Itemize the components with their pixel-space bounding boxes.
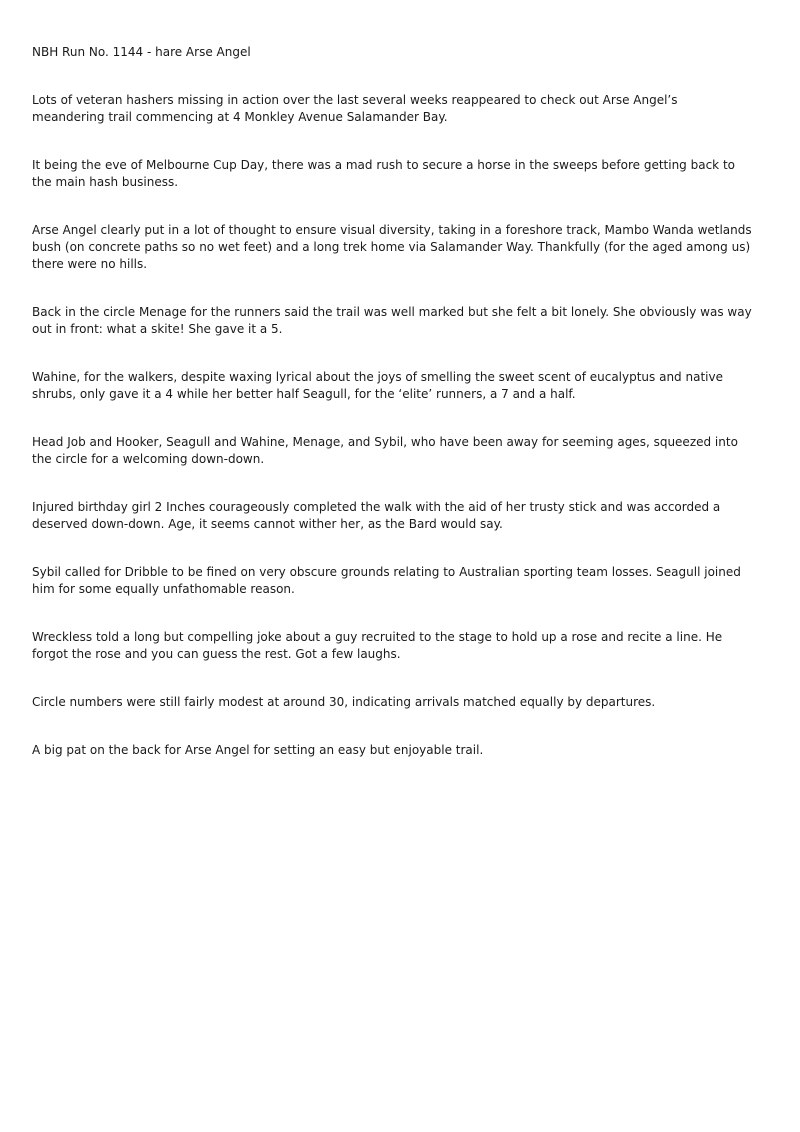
paragraph-runners-rating: Back in the circle Menage for the runners said the trail was well marked but she felt a bit lonely. She obviously was way out in front: what a skite! She gave it a 5.	[32, 305, 752, 336]
document-body	[32, 44, 752, 790]
paragraph-melbourne-cup: It being the eve of Melbourne Cup Day, there was a mad rush to secure a horse in the sweeps before getting back to the main hash business.	[32, 158, 735, 189]
paragraph-closing: A big pat on the back for Arse Angel for setting an easy but enjoyable trail.	[32, 743, 484, 757]
paragraph-fines: Sybil called for Dribble to be fined on very obscure grounds relating to Australian sporting team losses. Seagull joined him for some equally unfathomable reason.	[32, 565, 741, 596]
document-title: NBH Run No. 1144 - hare Arse Angel	[32, 45, 251, 59]
paragraph-circle-numbers: Circle numbers were still fairly modest at around 30, indicating arrivals matched equally by departures.	[32, 695, 656, 709]
paragraph-joke: Wreckless told a long but compelling joke about a guy recruited to the stage to hold up a rose and recite a line. He forgot the rose and you can guess the rest. Got a few laughs.	[32, 630, 723, 661]
paragraph-trail-intro: Lots of veteran hashers missing in action over the last several weeks reappeared to check out Arse Angel’s meandering trail commencing at 4 Monkley Avenue Salamander Bay.	[32, 93, 678, 124]
paragraph-returnees: Head Job and Hooker, Seagull and Wahine, Menage, and Sybil, who have been away for seeming ages, squeezed into the circle for a welcoming down-down.	[32, 435, 738, 466]
paragraph-birthday: Injured birthday girl 2 Inches courageously completed the walk with the aid of her trusty stick and was accorded a deserved down-down. Age, it seems cannot wither her, as the Bard would say.	[32, 500, 721, 531]
paragraph-trail-description: Arse Angel clearly put in a lot of thought to ensure visual diversity, taking in a foreshore track, Mambo Wanda wetlands bush (on concrete paths so no wet feet) and a long trek home via Salamander Way. Thankfully (for the aged among us) there were no hills.	[32, 223, 752, 271]
paragraph-walkers-rating: Wahine, for the walkers, despite waxing lyrical about the joys of smelling the sweet scent of eucalyptus and native shrubs, only gave it a 4 while her better half Seagull, for the ‘elite’ runners, a 7 and a half.	[32, 370, 723, 401]
